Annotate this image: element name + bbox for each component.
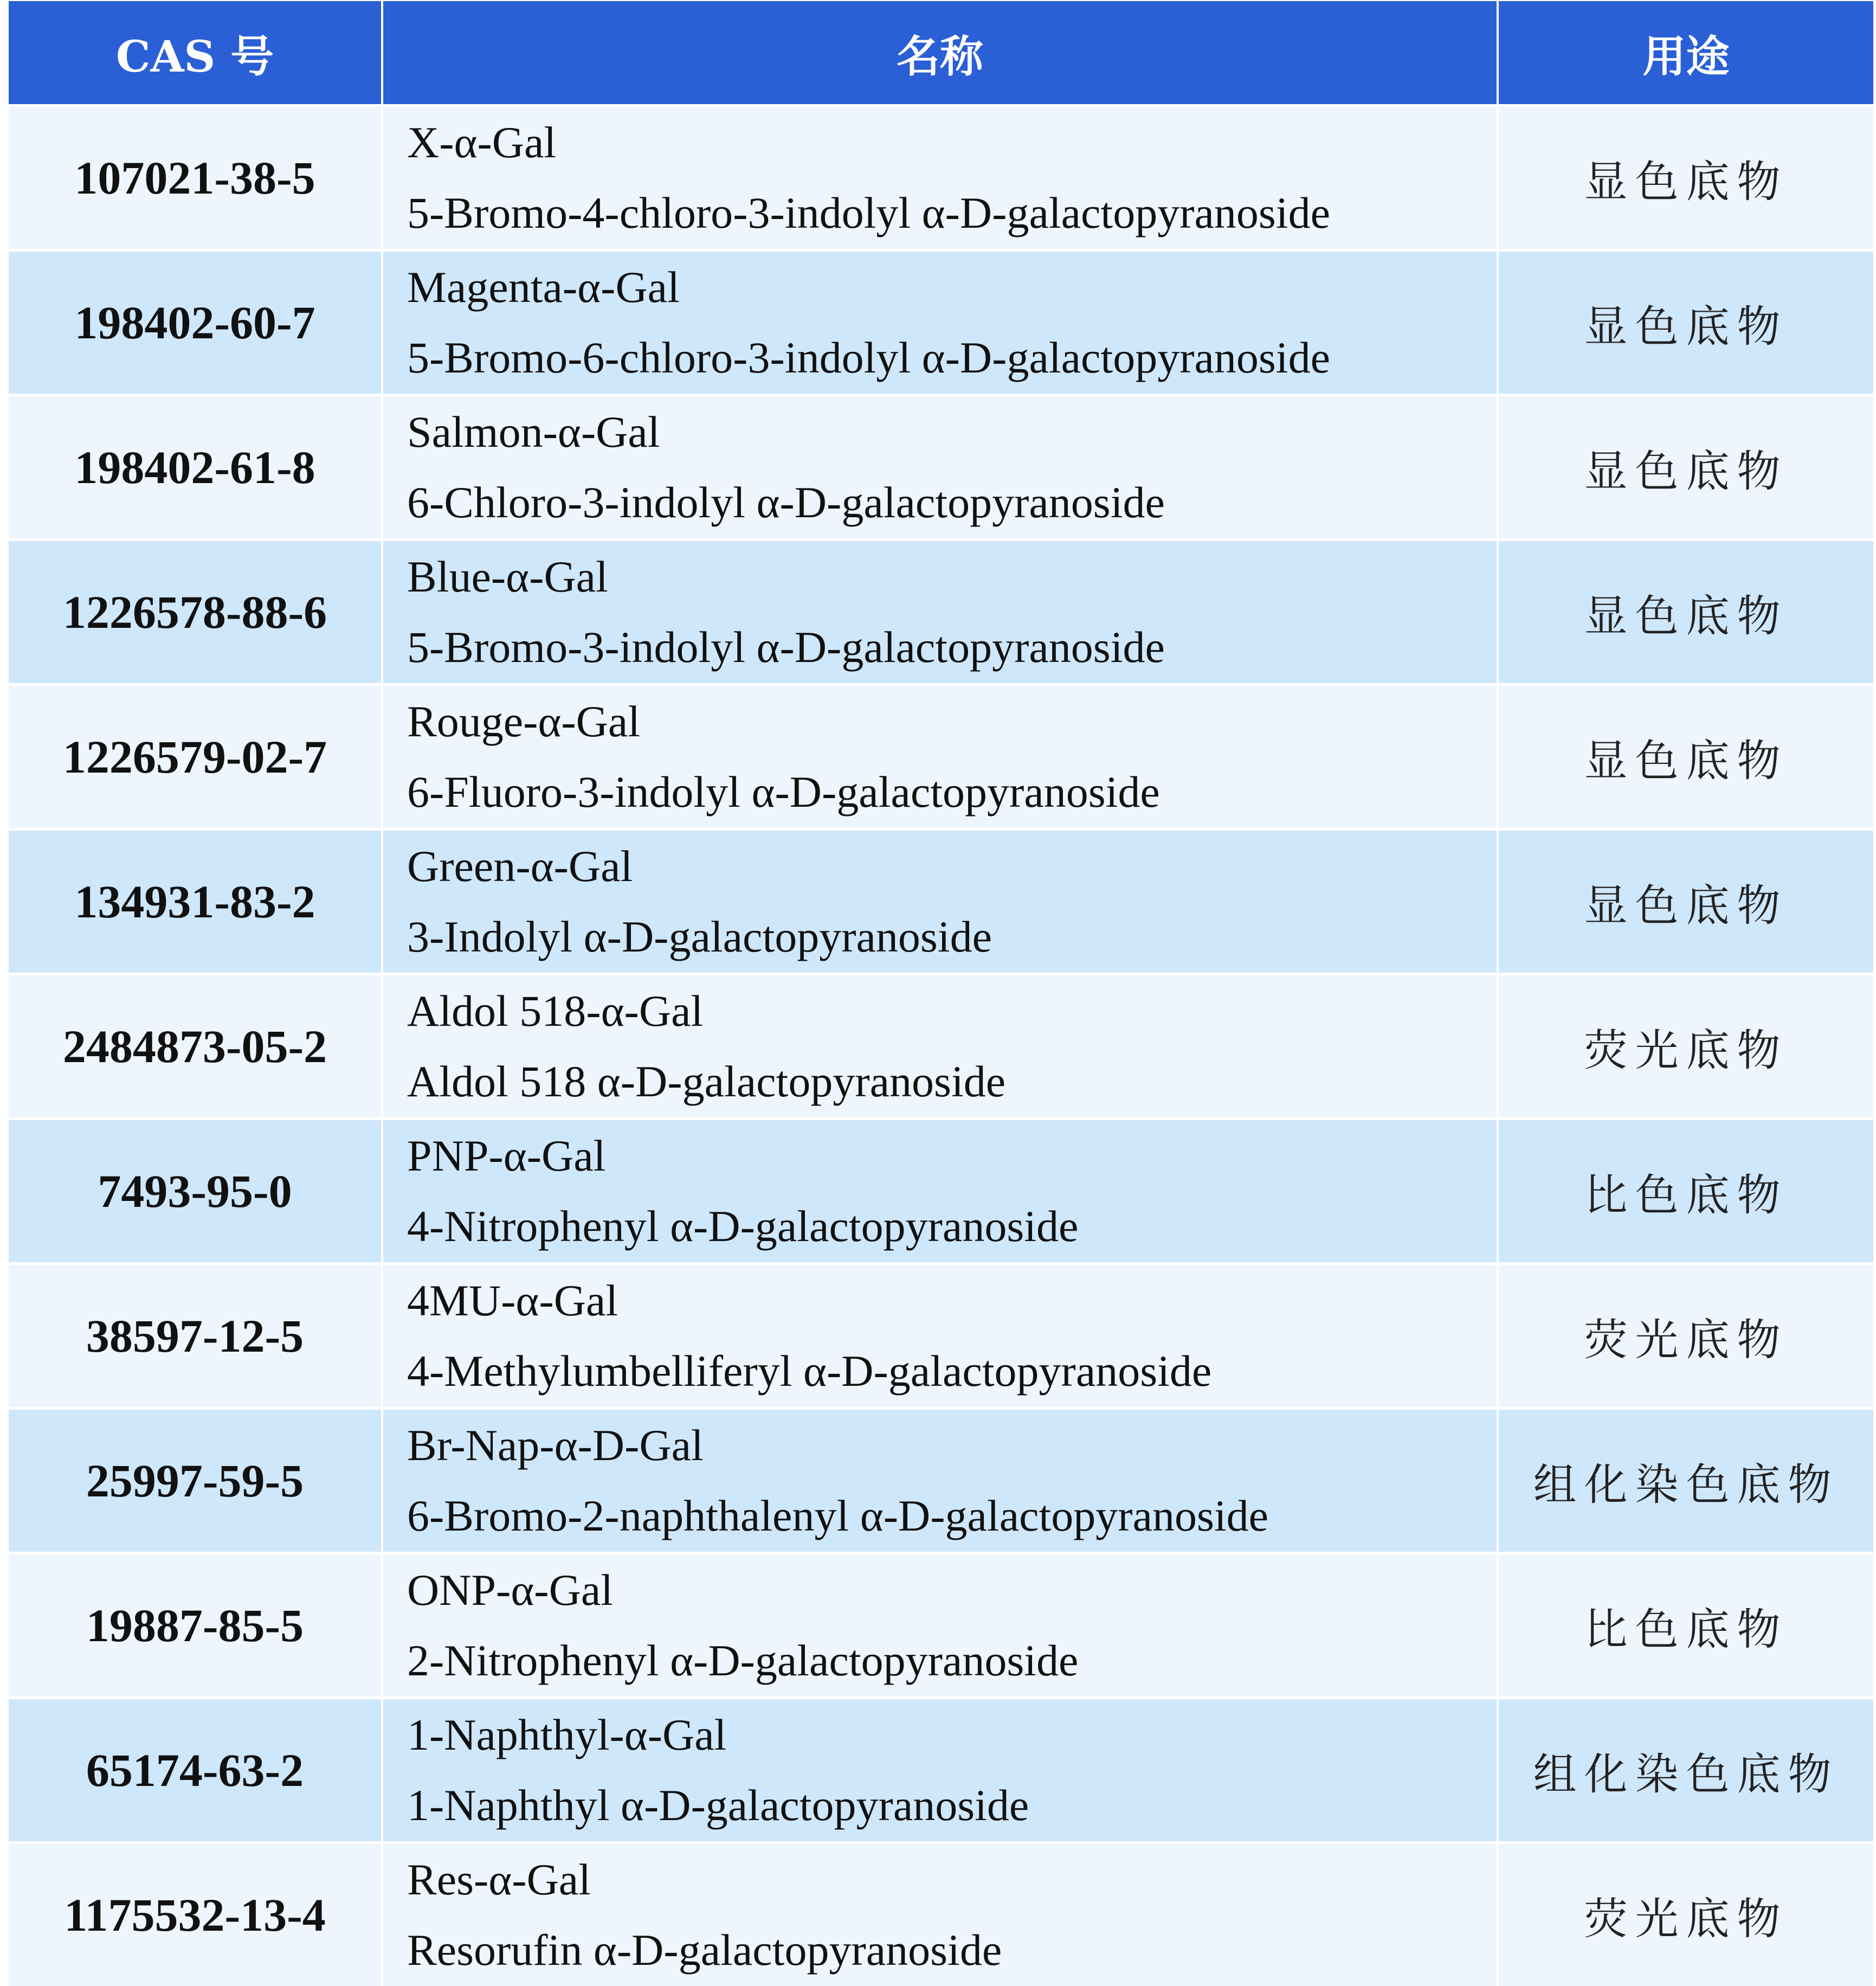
use-cell: 比色底物 — [1498, 1119, 1873, 1264]
name-cell — [382, 250, 1498, 395]
cas-cell: 25997-59-5 — [9, 1409, 382, 1553]
substrate-table-container — [9, 1, 1873, 1969]
table-row — [9, 1553, 1873, 1698]
table-row — [9, 1843, 1873, 1986]
table-row — [9, 395, 1873, 540]
short-name: Rouge-α-Gal — [407, 686, 1497, 757]
full-name: 3-Indolyl α-D-galactopyranoside — [407, 902, 1497, 972]
name-cell — [382, 1843, 1498, 1986]
table-row — [9, 1698, 1873, 1843]
name-cell — [382, 1409, 1498, 1553]
short-name: X-α-Gal — [407, 107, 1497, 178]
full-name: 5-Bromo-3-indolyl α-D-galactopyranoside — [407, 612, 1497, 683]
cas-cell: 19887-85-5 — [9, 1553, 382, 1698]
short-name: 4MU-α-Gal — [407, 1265, 1497, 1336]
name-cell — [382, 1264, 1498, 1409]
name-cell — [382, 685, 1498, 830]
name-cell — [382, 540, 1498, 685]
short-name: ONP-α-Gal — [407, 1555, 1497, 1625]
full-name: Resorufin α-D-galactopyranoside — [407, 1915, 1497, 1985]
use-cell: 显色底物 — [1498, 250, 1873, 395]
header-use: 用途 — [1498, 1, 1873, 106]
use-cell: 显色底物 — [1498, 685, 1873, 830]
short-name: Green-α-Gal — [407, 831, 1497, 902]
cas-cell: 7493-95-0 — [9, 1119, 382, 1264]
use-cell: 荧光底物 — [1498, 1843, 1873, 1986]
table-row — [9, 540, 1873, 685]
full-name: 6-Bromo-2-naphthalenyl α-D-galactopyranoside — [407, 1481, 1497, 1551]
full-name: Aldol 518 α-D-galactopyranoside — [407, 1046, 1497, 1117]
short-name: Res-α-Gal — [407, 1844, 1497, 1915]
name-cell — [382, 395, 1498, 540]
cas-cell: 107021-38-5 — [9, 106, 382, 250]
short-name: 1-Naphthyl-α-Gal — [407, 1700, 1497, 1770]
cas-cell: 1175532-13-4 — [9, 1843, 382, 1986]
table-row — [9, 974, 1873, 1119]
table-row — [9, 1264, 1873, 1409]
full-name: 6-Fluoro-3-indolyl α-D-galactopyranoside — [407, 757, 1497, 827]
table-row — [9, 106, 1873, 250]
cas-cell: 134931-83-2 — [9, 830, 382, 974]
full-name: 5-Bromo-6-chloro-3-indolyl α-D-galactopyranoside — [407, 323, 1497, 393]
header-cas: CAS 号 — [9, 1, 382, 106]
use-cell: 组化染色底物 — [1498, 1698, 1873, 1843]
name-cell — [382, 1553, 1498, 1698]
use-cell: 显色底物 — [1498, 830, 1873, 974]
name-cell — [382, 830, 1498, 974]
full-name: 4-Nitrophenyl α-D-galactopyranoside — [407, 1191, 1497, 1262]
short-name: Br-Nap-α-D-Gal — [407, 1410, 1497, 1481]
table-row — [9, 685, 1873, 830]
full-name: 2-Nitrophenyl α-D-galactopyranoside — [407, 1625, 1497, 1696]
substrate-table — [9, 1, 1873, 1986]
use-cell: 比色底物 — [1498, 1553, 1873, 1698]
short-name: Aldol 518-α-Gal — [407, 976, 1497, 1046]
cas-cell: 198402-61-8 — [9, 395, 382, 540]
table-row — [9, 830, 1873, 974]
header-name: 名称 — [382, 1, 1498, 106]
use-cell: 显色底物 — [1498, 395, 1873, 540]
use-cell: 显色底物 — [1498, 106, 1873, 250]
name-cell — [382, 974, 1498, 1119]
full-name: 5-Bromo-4-chloro-3-indolyl α-D-galactopyranoside — [407, 178, 1497, 248]
cas-cell: 38597-12-5 — [9, 1264, 382, 1409]
table-row — [9, 1119, 1873, 1264]
cas-cell: 1226578-88-6 — [9, 540, 382, 685]
full-name: 1-Naphthyl α-D-galactopyranoside — [407, 1770, 1497, 1841]
cas-cell: 2484873-05-2 — [9, 974, 382, 1119]
cas-cell: 198402-60-7 — [9, 250, 382, 395]
name-cell — [382, 106, 1498, 250]
name-cell — [382, 1119, 1498, 1264]
full-name: 4-Methylumbelliferyl α-D-galactopyranoside — [407, 1336, 1497, 1406]
name-cell — [382, 1698, 1498, 1843]
table-row — [9, 1409, 1873, 1553]
short-name: PNP-α-Gal — [407, 1121, 1497, 1191]
use-cell: 显色底物 — [1498, 540, 1873, 685]
table-header-row — [9, 1, 1873, 106]
table-row — [9, 250, 1873, 395]
cas-cell: 65174-63-2 — [9, 1698, 382, 1843]
short-name: Blue-α-Gal — [407, 542, 1497, 612]
use-cell: 荧光底物 — [1498, 974, 1873, 1119]
use-cell: 荧光底物 — [1498, 1264, 1873, 1409]
full-name: 6-Chloro-3-indolyl α-D-galactopyranoside — [407, 467, 1497, 538]
use-cell: 组化染色底物 — [1498, 1409, 1873, 1553]
short-name: Salmon-α-Gal — [407, 397, 1497, 467]
short-name: Magenta-α-Gal — [407, 252, 1497, 323]
cas-cell: 1226579-02-7 — [9, 685, 382, 830]
